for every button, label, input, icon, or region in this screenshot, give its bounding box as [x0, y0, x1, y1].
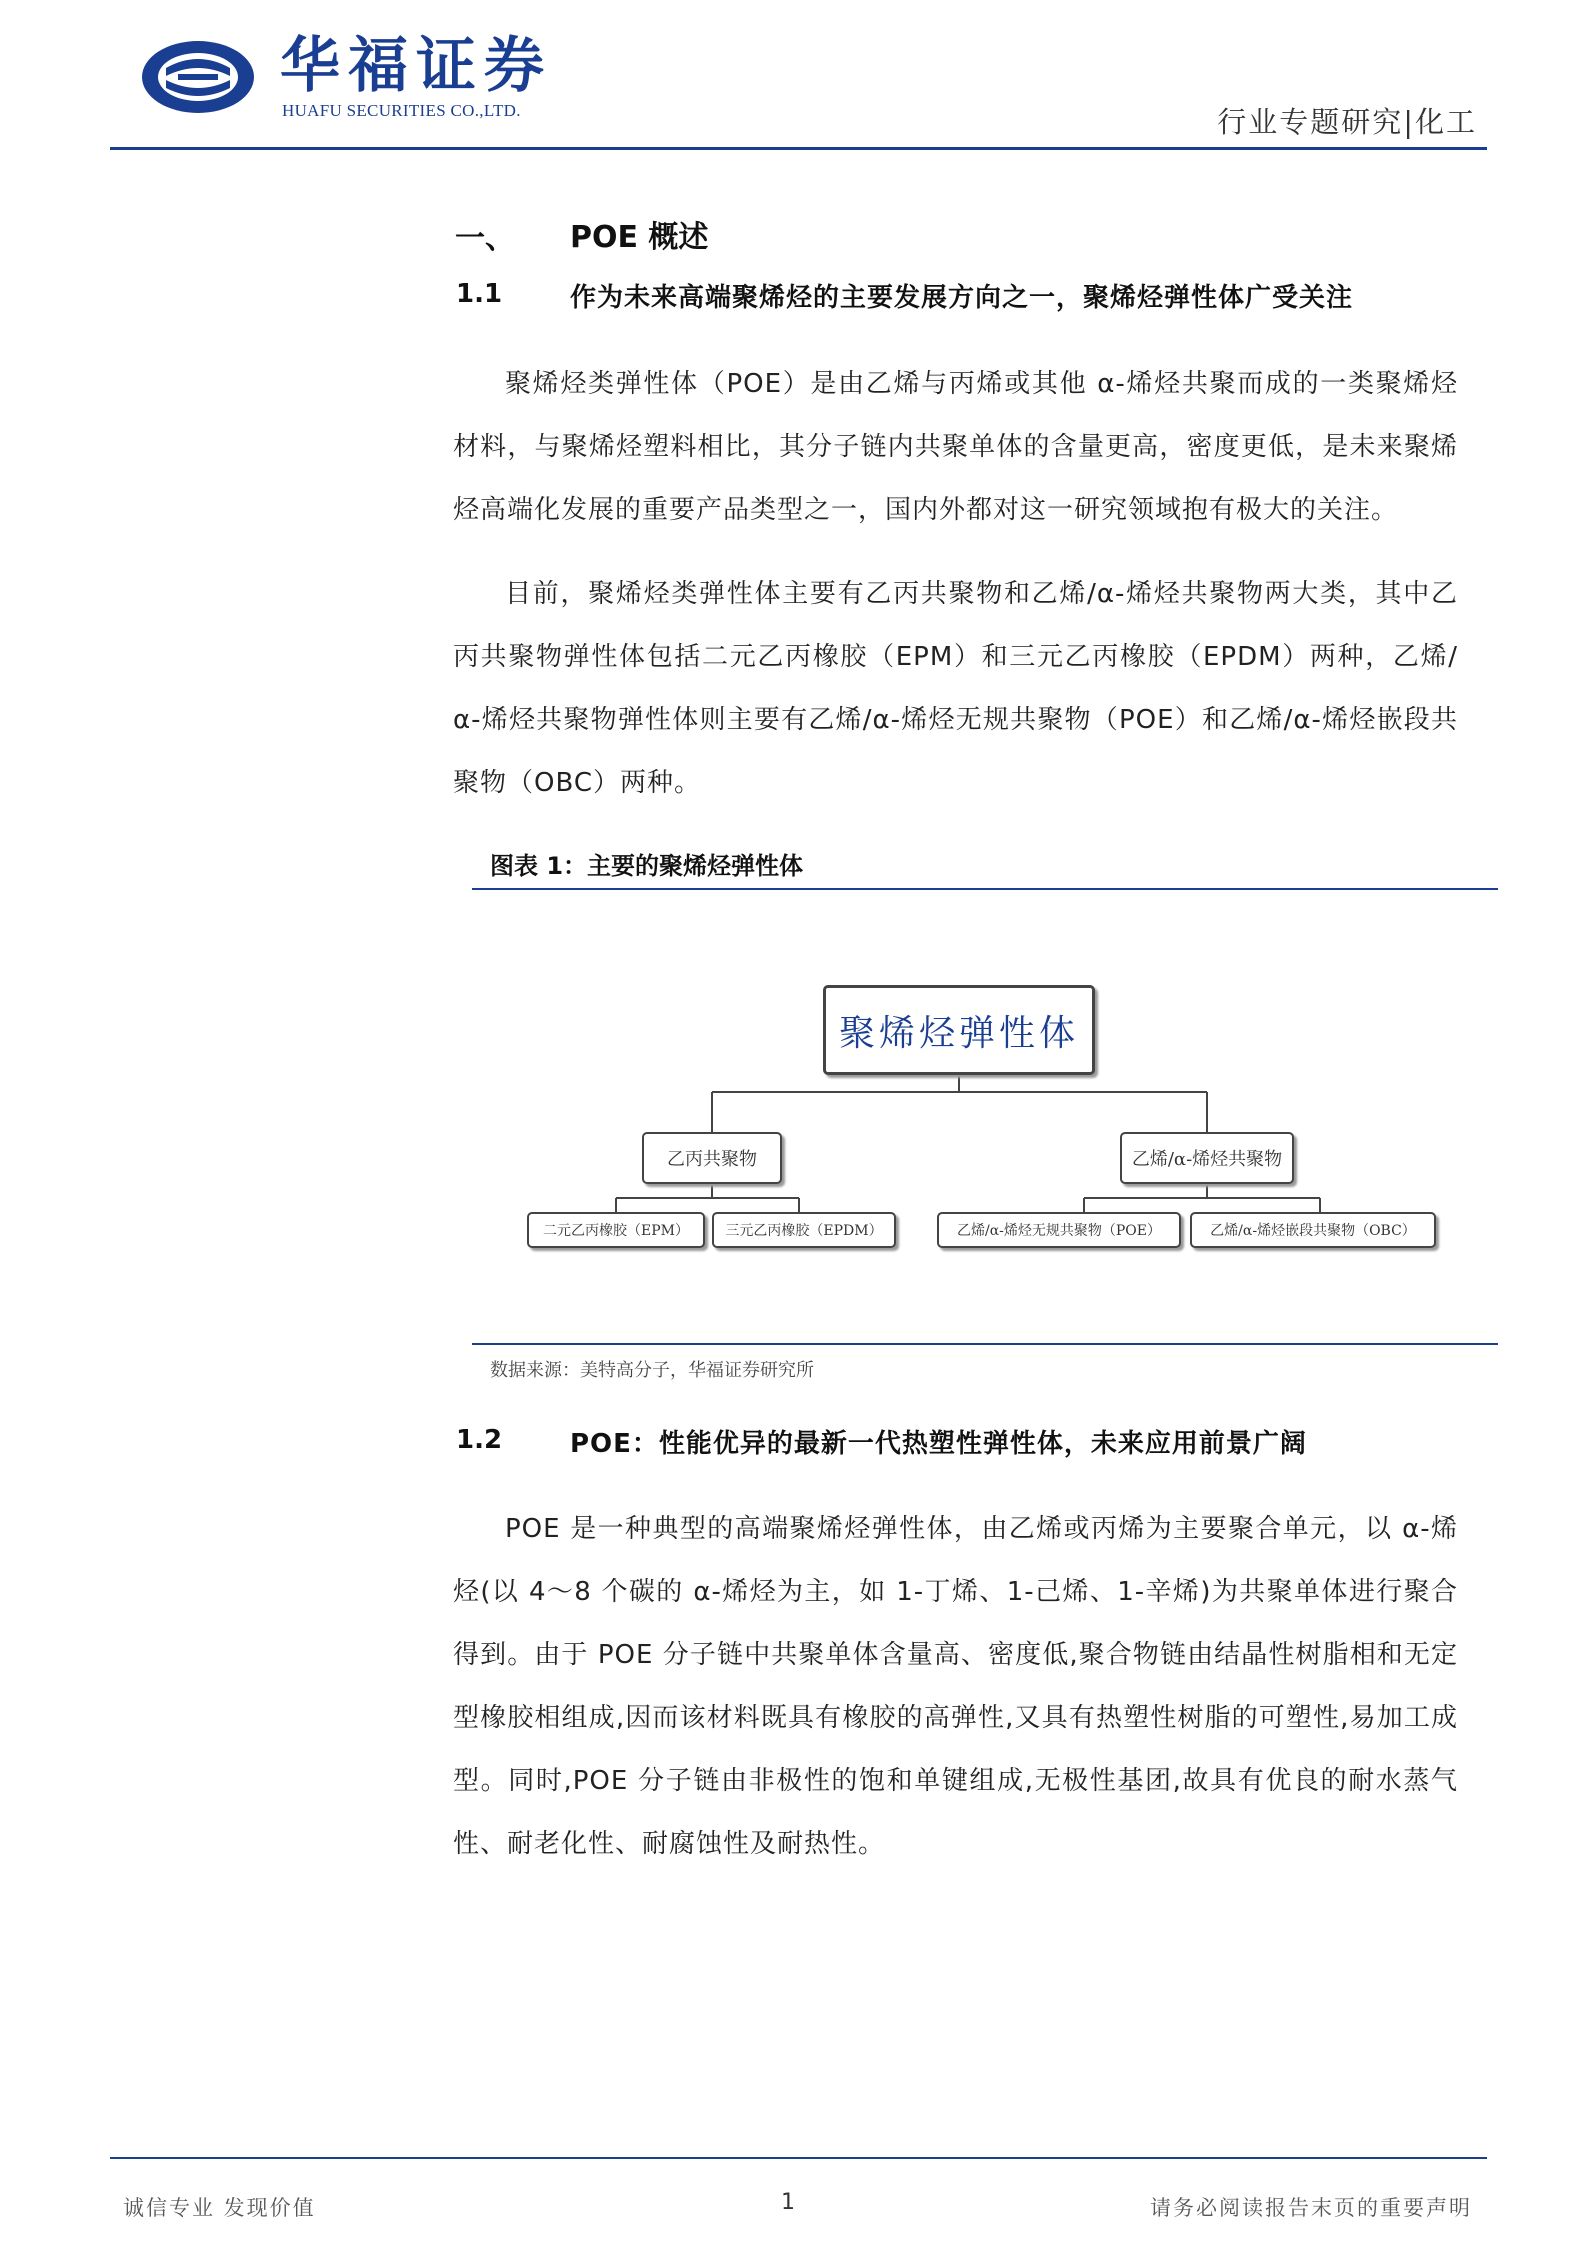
chart-leaf-obc: 乙烯/α-烯烃嵌段共聚物（OBC） [1190, 1212, 1436, 1248]
figure-top-rule [472, 888, 1498, 890]
connector-top-bar [712, 1092, 1207, 1132]
huafu-logo [138, 38, 258, 116]
figure-caption: 图表 1：主要的聚烯烃弹性体 [490, 852, 804, 880]
chart-leaf-epdm: 三元乙丙橡胶（EPDM） [712, 1212, 896, 1248]
paragraph: POE 是一种典型的高端聚烯烃弹性体，由乙烯或丙烯为主要聚合单元，以 α-烯烃(以 4～8 个碳的 α-烯烃为主，如 1-丁烯、1-己烯、1-辛烯)为共聚单体进行聚合得到。由于 POE 分子链中共聚单体含量高、密度低,聚合物链由结晶性树脂相和无定型橡胶相组成,因而该材料既具有橡胶的高弹性,又具有热塑性树脂的可塑性,易加工成型。同时,POE 分子链由非极性的饱和单键组成,无极性基团,故具有优良的耐水蒸气性、耐老化性、耐腐蚀性及耐热性。 [453, 1514, 1458, 1859]
chart-root-node: 聚烯烃弹性体 [823, 985, 1095, 1075]
chart-leaf-poe: 乙烯/α-烯烃无规共聚物（POE） [937, 1212, 1181, 1248]
brand-name-cn: 华福证券 [280, 31, 552, 101]
footer-disclaimer: 请务必阅读报告末页的重要声明 [1150, 2196, 1472, 2220]
subsection-number: 1.1 [456, 279, 503, 309]
report-type: 行业专题研究|化工 [1217, 105, 1477, 139]
section-title: POE 概述 [570, 220, 709, 255]
figure-source: 数据来源：美特高分子，华福证券研究所 [490, 1360, 814, 1381]
header-divider [110, 147, 1487, 150]
chart-leaf-epm: 二元乙丙橡胶（EPM） [527, 1212, 705, 1248]
paragraph: 目前，聚烯烃类弹性体主要有乙丙共聚物和乙烯/α-烯烃共聚物两大类，其中乙丙共聚物弹性体包括二元乙丙橡胶（EPM）和三元乙丙橡胶（EPDM）两种，乙烯/α-烯烃共聚物弹性体则主要有乙烯/α-烯烃无规共聚物（POE）和乙烯/α-烯烃嵌段共聚物（OBC）两种。 [453, 579, 1458, 798]
section-number: 一、 [455, 221, 515, 256]
chart-node-ethylene-alpha-olefin: 乙烯/α-烯烃共聚物 [1120, 1132, 1294, 1184]
subsection-title: POE：性能优异的最新一代热塑性弹性体，未来应用前景广阔 [570, 1429, 1307, 1459]
subsection-title: 作为未来高端聚烯烃的主要发展方向之一，聚烯烃弹性体广受关注 [570, 283, 1354, 313]
org-chart [472, 960, 1498, 1260]
figure-bottom-rule [472, 1343, 1498, 1345]
footer-slogan: 诚信专业 发现价值 [123, 2196, 316, 2220]
connector-left [616, 1184, 799, 1212]
footer-divider [110, 2157, 1487, 2159]
subsection-number: 1.2 [456, 1425, 503, 1455]
connector-right [1084, 1184, 1320, 1212]
brand-name-en: HUAFU SECURITIES CO.,LTD. [282, 101, 521, 120]
chart-node-ethylene-propylene: 乙丙共聚物 [642, 1132, 782, 1184]
paragraph: 聚烯烃类弹性体（POE）是由乙烯与丙烯或其他 α-烯烃共聚而成的一类聚烯烃材料，与聚烯烃塑料相比，其分子链内共聚单体的含量更高，密度更低，是未来聚烯烃高端化发展的重要产品类型之一，国内外都对这一研究领域抱有极大的关注。 [453, 369, 1458, 525]
page-number: 1 [781, 2190, 795, 2215]
